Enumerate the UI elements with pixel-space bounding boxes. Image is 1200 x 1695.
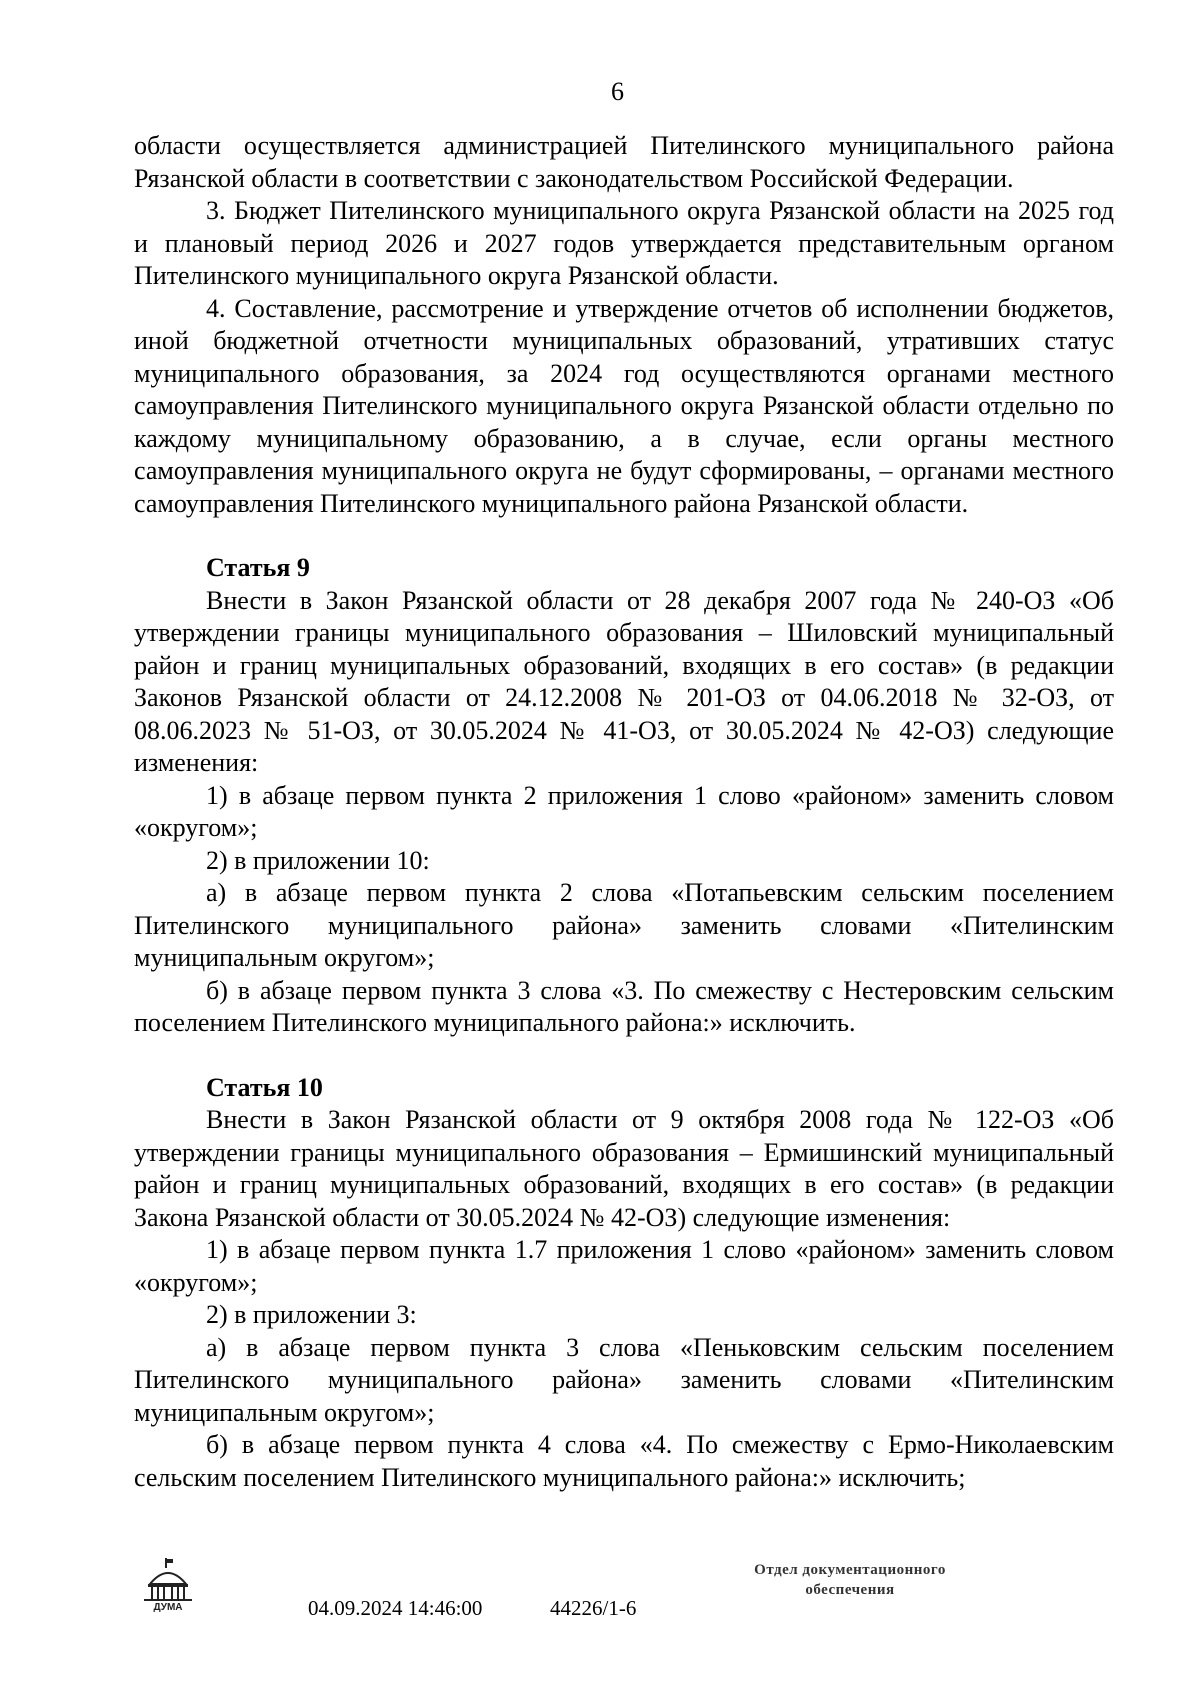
footer [140, 1556, 1040, 1636]
paragraph: 3. Бюджет Пителинского муниципального округа Рязанской области на 2025 год и плановый период 2026 и 2027 годов утверждается представительным органом Пителинского муниципального округа Рязанской области. [134, 196, 1114, 290]
article-10-item-2: 2) в приложении 3: [206, 1300, 417, 1329]
article-10-title: Статья 10 [206, 1072, 323, 1102]
timestamp: 04.09.2024 14:46:00 [308, 1596, 483, 1620]
article-10-item-2b: б) в абзаце первом пункта 4 слова «4. По смежеству с Ермо-Николаевским сельским поселением Пителинского муниципального района:» исключить; [134, 1430, 1114, 1492]
article-10-item-2a: а) в абзаце первом пункта 3 слова «Пеньковским сельским поселением Пителинского муниципального района» заменить словами «Пителинским муниципальным округом»; [134, 1332, 1114, 1427]
paragraph: 4. Составление, рассмотрение и утверждение отчетов об исполнении бюджетов, иной бюджетной отчетности муниципальных образований, утративших статус муниципального образования, за 2024 год осуществляются органами местного самоуправления Пителинского муниципального округа Рязанской области отдельно по каждому муниципальному образованию, а в случае, если органы местного самоуправления муниципального округа не будут сформированы, – органами местного самоуправления Пителинского муниципального района Рязанской области. [134, 293, 1114, 518]
article-10-item-1: 1) в абзаце первом пункта 1.7 приложения 1 слово «районом» заменить словом «округом»; [134, 1235, 1114, 1297]
page-number: 6 [611, 77, 624, 106]
article-9-title: Статья 9 [206, 553, 310, 582]
article-9-item-2: 2) в приложении 10: [206, 845, 430, 875]
paragraph: области осуществляется администрацией Пителинского муниципального района Рязанской области в соответствии с законодательством Российской Федерации. [134, 131, 1114, 193]
department-stamp: Отдел документационного обеспечения [754, 1562, 946, 1598]
document-body [134, 130, 1114, 1494]
document-number: 44226/1-6 [550, 1596, 637, 1620]
duma-logo-icon [140, 1556, 196, 1612]
article-10-intro: Внести в Закон Рязанской области от 9 октября 2008 года № 122-ОЗ «Об утверждении границы муниципального образования – Ермишинский муниципальный район и границ муниципальных образований, входящих в его состав» (в редакции Закона Рязанской области от 30.05.2024 № 42-ОЗ) следующие изменения: [134, 1105, 1114, 1232]
article-9-item-2b: б) в абзаце первом пункта 3 слова «3. По смежеству с Нестеровским сельским поселением Пителинского муниципального района:» исключить. [134, 975, 1114, 1037]
article-9-intro: Внести в Закон Рязанской области от 28 декабря 2007 года № 240-ОЗ «Об утверждении границы муниципального образования – Шиловский муниципальный район и границ муниципальных образований, входящих в его состав» (в редакции Законов Рязанской области от 24.12.2008 № 201-ОЗ от 04.06.2018 № 32-ОЗ, от 08.06.2023 № 51-ОЗ, от 30.05.2024 № 41-ОЗ, от 30.05.2024 № 42-ОЗ) следующие изменения: [134, 585, 1114, 777]
article-9-item-1: 1) в абзаце первом пункта 2 приложения 1 слово «районом» заменить словом «округом»; [134, 780, 1114, 842]
svg-text:ДУМА: ДУМА [153, 1602, 183, 1612]
article-9-item-2a: а) в абзаце первом пункта 2 слова «Потапьевским сельским поселением Пителинского муниципального района» заменить словами «Пителинским муниципальным округом»; [134, 878, 1114, 972]
